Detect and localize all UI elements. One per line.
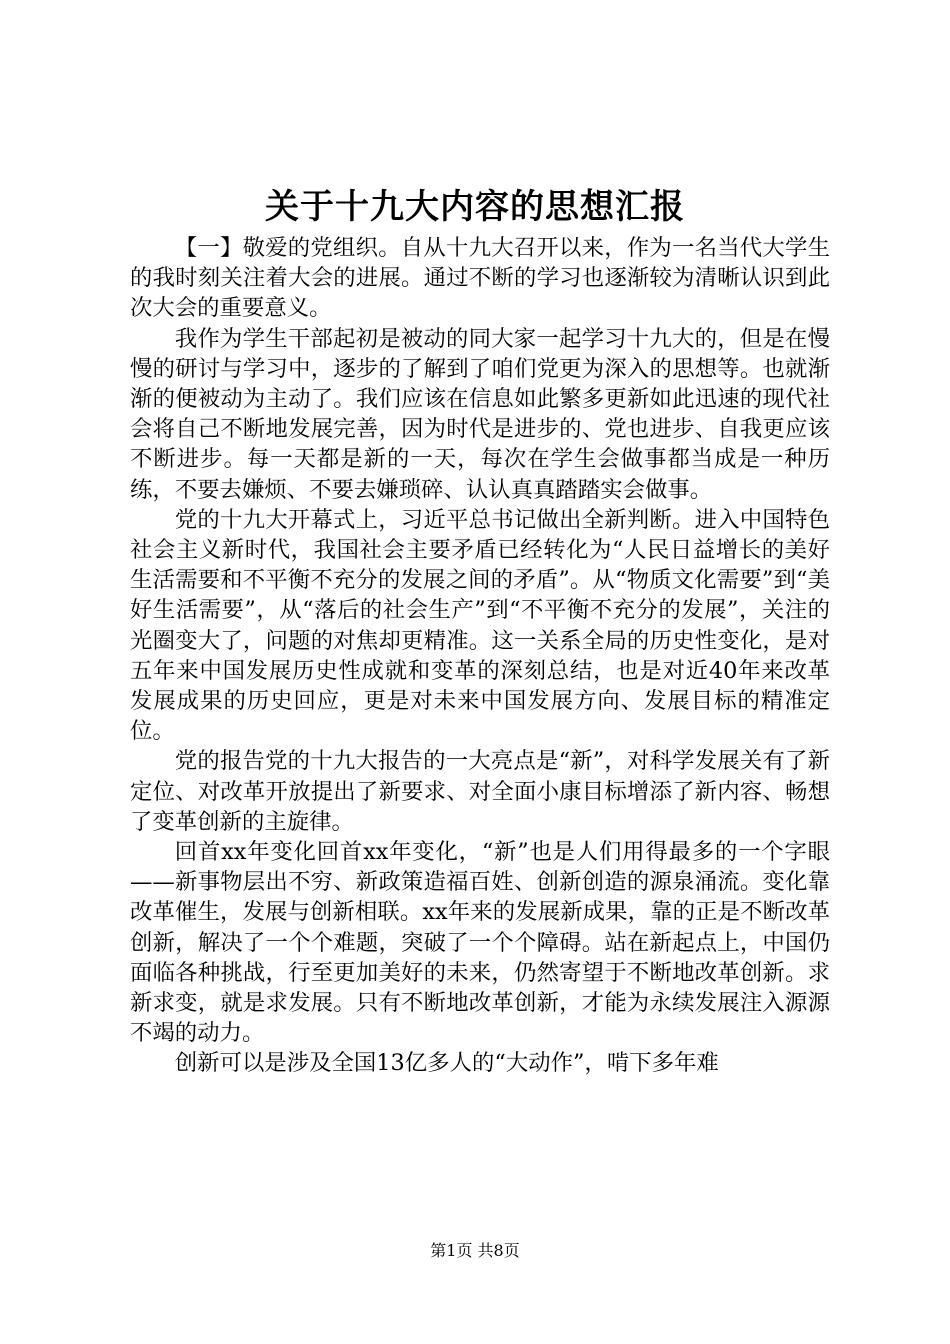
document-body <box>130 233 830 1079</box>
document-title: 关于十九大内容的思想汇报 <box>265 187 685 227</box>
paragraph-3: 党的十九大开幕式上，习近平总书记做出全新判断。进入中国特色社会主义新时代，我国社会主要矛盾已经转化为“人民日益增长的美好生活需要和不平衡不充分的发展之间的矛盾”。从“物质文化需要”到“美好生活需要”，从“落后的社会生产”到“不平衡不充分的发展”，关注的光圈变大了，问题的对焦却更精准。这一关系全局的历史性变化，是对五年来中国发展历史性成就和变革的深刻总结，也是对近40年来改革发展成果的历史回应，更是对未来中国发展方向、发展目标的精准定位。 <box>130 506 830 745</box>
paragraph-2: 我作为学生干部起初是被动的同大家一起学习十九大的，但是在慢慢的研讨与学习中，逐步的了解到了咱们党更为深入的思想等。也就渐渐的便被动为主动了。我们应该在信息如此繁多更新如此迅速的现代社会将自己不断地发展完善，因为时代是进步的、党也进步、自我更应该不断进步。每一天都是新的一天，每次在学生会做事都当成是一种历练，不要去嫌烦、不要去嫌琐碎、认认真真踏踏实会做事。 <box>130 325 830 503</box>
paragraph-6: 创新可以是涉及全国13亿多人的“大动作”，啃下多年难 <box>174 1050 719 1077</box>
paragraph-1: 【一】敬爱的党组织。自从十九大召开以来，作为一名当代大学生的我时刻关注着大会的进展。通过不断的学习也逐渐较为清晰认识到此次大会的重要意义。 <box>130 235 830 322</box>
page-number-footer: 第1页 共8页 <box>430 1241 520 1260</box>
paragraph-4: 党的报告党的十九大报告的一大亮点是“新”，对科学发展关有了新定位、对改革开放提出了新要求、对全面小康目标增添了新内容、畅想了变革创新的主旋律。 <box>130 748 830 835</box>
paragraph-5: 回首xx年变化回首xx年变化，“新”也是人们用得最多的一个字眼——新事物层出不穷、新政策造福百姓、创新创造的源泉涌流。变化靠改革催生，发展与创新相联。xx年来的发展新成果，靠的正是不断改革创新，解决了一个个难题，突破了一个个障碍。站在新起点上，中国仍面临各种挑战，行至更加美好的未来，仍然寄望于不断地改革创新。求新求变，就是求发展。只有不断地改革创新，才能为永续发展注入源源不竭的动力。 <box>130 839 830 1047</box>
